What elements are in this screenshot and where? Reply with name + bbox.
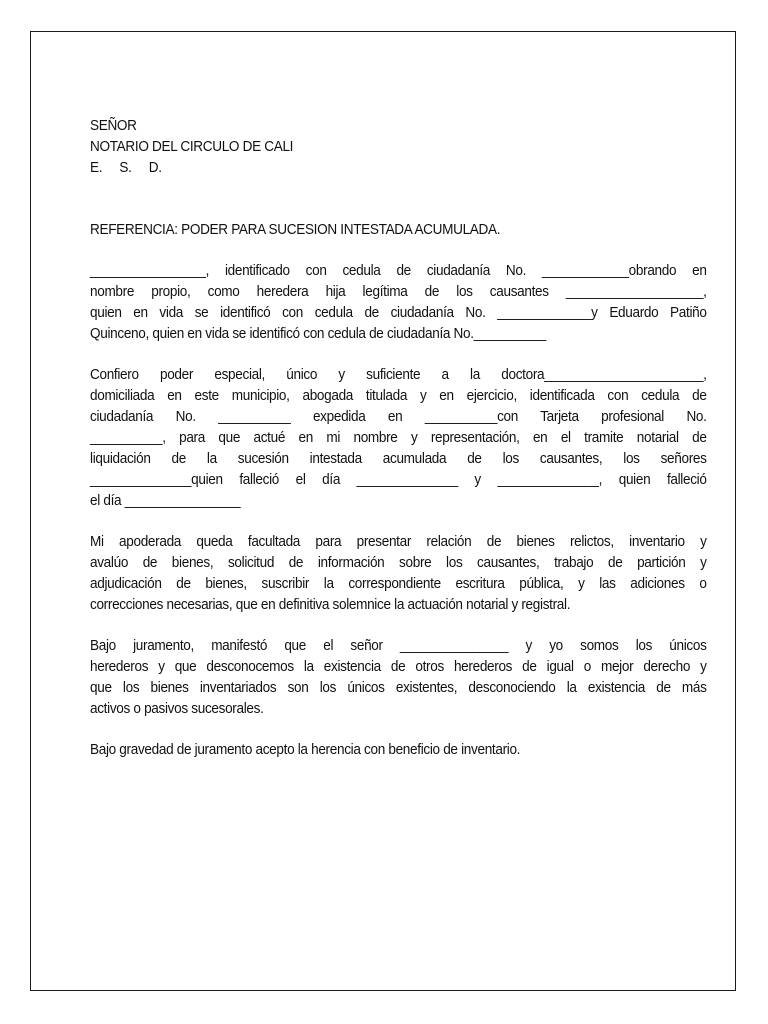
addressee-title: SEÑOR [90, 118, 137, 134]
paragraph-line: herederos y que desconocemos la existencia de otros herederos de igual o mejor derecho y [90, 659, 707, 675]
document-body [90, 116, 707, 761]
paragraph-line: __________, para que actué en mi nombre y representación, en el tramite notarial de [90, 430, 707, 446]
paragraph-grantor [90, 261, 707, 345]
reference-line: REFERENCIA: PODER PARA SUCESION INTESTADA ACUMULADA. [90, 222, 501, 238]
paragraph-acceptance: Bajo gravedad de juramento acepto la herencia con beneficio de inventario. [90, 742, 521, 758]
paragraph-line: avalúo de bienes, solicitud de información sobre los causantes, trabajo de partición y [90, 555, 707, 571]
paragraph-line: activos o pasivos sucesorales. [90, 701, 264, 717]
paragraph-line: Bajo juramento, manifestó que el señor _______________ y yo somos los únicos [90, 638, 707, 654]
paragraph-line: nombre propio, como heredera hija legítima de los causantes ___________________, [90, 284, 707, 300]
paragraph-line: ______________quien falleció el día ______________ y ______________, quien falleció [90, 472, 707, 488]
addressee-office: NOTARIO DEL CIRCULO DE CALI [90, 139, 294, 155]
paragraph-line: ________________, identificado con cedula de ciudadanía No. ____________obrando en [90, 263, 707, 279]
paragraph-faculties [90, 532, 707, 616]
document-page [30, 31, 736, 991]
paragraph-line: liquidación de la sucesión intestada acumulada de los causantes, los señores [90, 451, 707, 467]
paragraph-line: ciudadanía No. __________ expedida en __________con Tarjeta profesional No. [90, 409, 707, 425]
paragraph-line: Mi apoderada queda facultada para presentar relación de bienes relictos, inventario y [90, 534, 707, 550]
paragraph-line: domiciliada en este municipio, abogada titulada y en ejercicio, identificada con cedula de [90, 388, 707, 404]
paragraph-line: Quinceno, quien en vida se identificó con cedula de ciudadanía No.__________ [90, 326, 546, 342]
paragraph-line: correcciones necesarias, que en definitiva solemnice la actuación notarial y registral. [90, 597, 571, 613]
paragraph-line: adjudicación de bienes, suscribir la correspondiente escritura pública, y las adiciones o [90, 576, 707, 592]
paragraph-line: Confiero poder especial, único y suficiente a la doctora______________________, [90, 367, 707, 383]
paragraph-line: que los bienes inventariados son los únicos existentes, desconociendo la existencia de más [90, 680, 707, 696]
paragraph-line: quien en vida se identificó con cedula de ciudadanía No. _____________y Eduardo Patiño [90, 305, 707, 321]
paragraph-power-grant [90, 365, 707, 512]
paragraph-line: el día ________________ [90, 493, 241, 509]
addressee-esd: E. S. D. [90, 160, 162, 176]
paragraph-oath [90, 636, 707, 720]
